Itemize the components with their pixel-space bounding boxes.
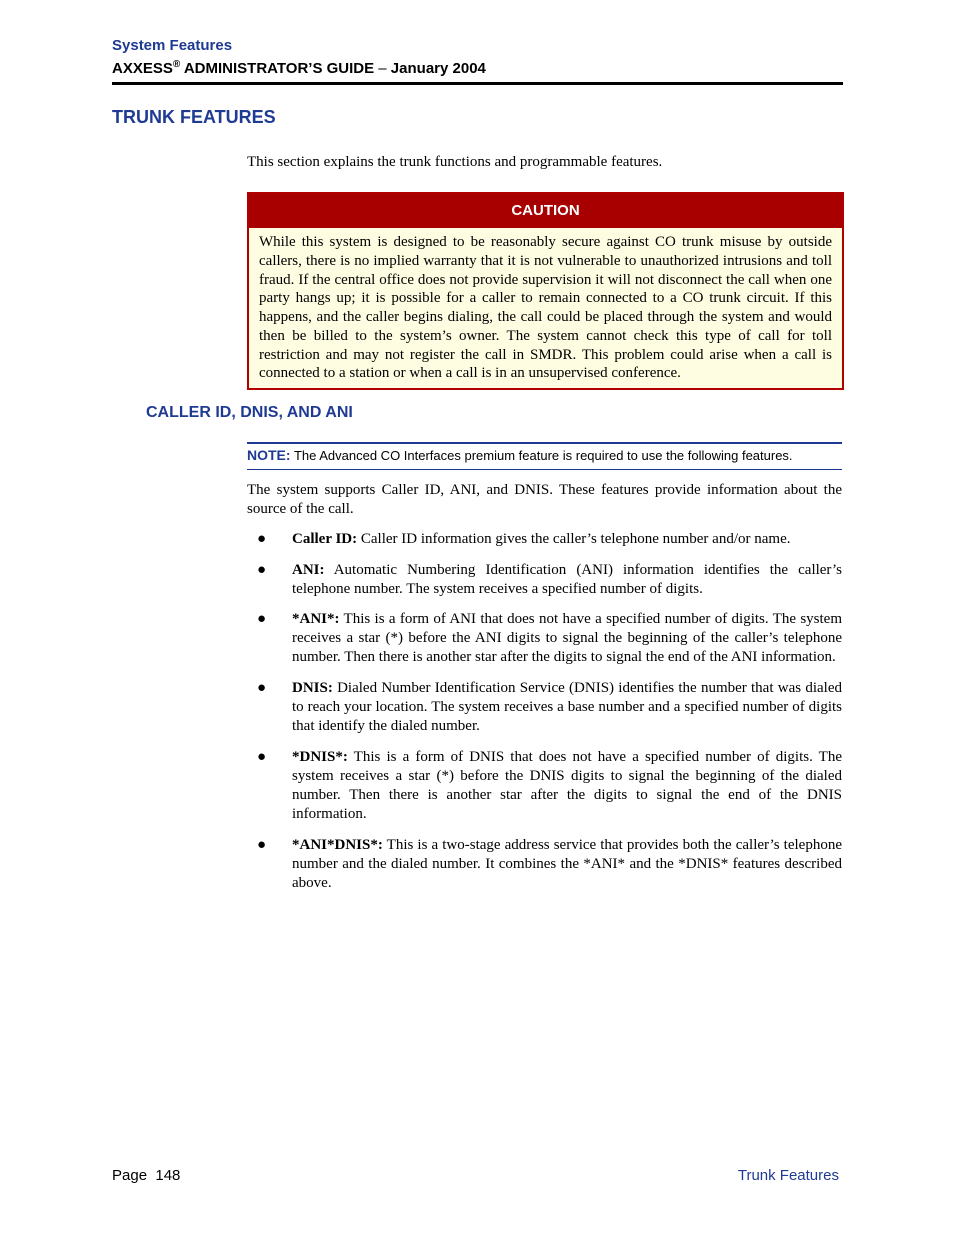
list-item <box>247 748 842 824</box>
list-item <box>247 679 842 736</box>
list-item-text: This is a form of ANI that does not have a specified number of digits. The system receives a star (*) before the ANI digits to signal the beginning of the caller’s telephone number. Then there is another star after the digits to signal the end of the ANI information. <box>292 611 842 665</box>
note-box <box>247 442 842 470</box>
list-item <box>247 610 842 667</box>
running-header-section: System Features <box>112 37 233 54</box>
bullet-icon: ● <box>257 562 267 578</box>
footer-page-number: Page 148 <box>112 1167 181 1184</box>
list-item-term: ANI: <box>292 562 325 578</box>
list-item-text: Caller ID information gives the caller’s telephone number and/or name. <box>357 531 791 547</box>
list-item-term: *ANI*: <box>292 611 340 627</box>
note-label: NOTE: <box>247 447 291 463</box>
list-item-text: This is a form of DNIS that does not have a specified number of digits. The system receives a star (*) before the DNIS digits to signal the beginning of the dialed number. Then there is another star after the digits to signal the end of the DNIS information. <box>292 749 842 822</box>
title-main: AXXESS <box>112 60 173 77</box>
list-item <box>247 530 842 549</box>
list-item-term: *ANI*DNIS*: <box>292 837 383 853</box>
list-item-text: This is a two-stage address service that provides both the caller’s telephone number and the dialed number. It combines the *ANI* and the *DNIS* features described above. <box>292 837 842 891</box>
list-item-text: Automatic Numbering Identification (ANI) information identifies the caller’s telephone number. The system receives a specified number of digits. <box>292 562 842 597</box>
list-item-term: Caller ID: <box>292 531 358 547</box>
title-date: January 2004 <box>386 60 486 77</box>
body-paragraph: The system supports Caller ID, ANI, and DNIS. These features provide information about the source of the call. <box>247 482 842 517</box>
list-item-text: Dialed Number Identification Service (DNIS) identifies the number that was dialed to reach your location. The system receives a base number and a specified number of digits that identify the dialed number. <box>292 680 842 734</box>
bullet-icon: ● <box>257 680 267 696</box>
bullet-icon: ● <box>257 837 267 853</box>
list-item <box>247 561 842 599</box>
footer-section: Trunk Features <box>737 1167 839 1184</box>
page-heading: TRUNK FEATURES <box>112 107 276 127</box>
title-dash: – <box>378 60 387 77</box>
caution-label: CAUTION <box>249 194 842 228</box>
running-header-title <box>112 59 486 77</box>
caution-text: While this system is designed to be reasonably secure against CO trunk misuse by outside callers, there is no implied warranty that it is not vulnerable to unauthorized intrusions and toll fraud. If the central office does not provide supervision it will not disconnect the call when one party hangs up; it is possible for a caller to remain connected to a CO trunk circuit. If this happens, and the caller begins dialing, the call could be placed through the system and would then be billed to the system’s owner. The system cannot check this type of call for toll restriction and may not register the call in SMDR. This problem could arise when a call is connected to a station or when a call is in an unsupervised conference. <box>259 234 832 382</box>
bullet-icon: ● <box>257 611 267 627</box>
subheading: CALLER ID, DNIS, AND ANI <box>146 404 353 421</box>
registered-mark: ® <box>172 59 181 70</box>
title-rest: ADMINISTRATOR’S GUIDE <box>180 60 379 77</box>
caution-box <box>247 192 844 390</box>
list-item <box>247 836 842 893</box>
bullet-icon: ● <box>257 749 267 765</box>
list-item-term: *DNIS*: <box>292 749 348 765</box>
list-item-term: DNIS: <box>292 680 333 696</box>
feature-list <box>247 530 842 893</box>
note-text: The Advanced CO Interfaces premium feature is required to use the following features. <box>293 448 793 463</box>
intro-text: This section explains the trunk functions and programmable features. <box>247 154 663 170</box>
header-rule <box>112 82 843 85</box>
bullet-icon: ● <box>257 531 267 547</box>
